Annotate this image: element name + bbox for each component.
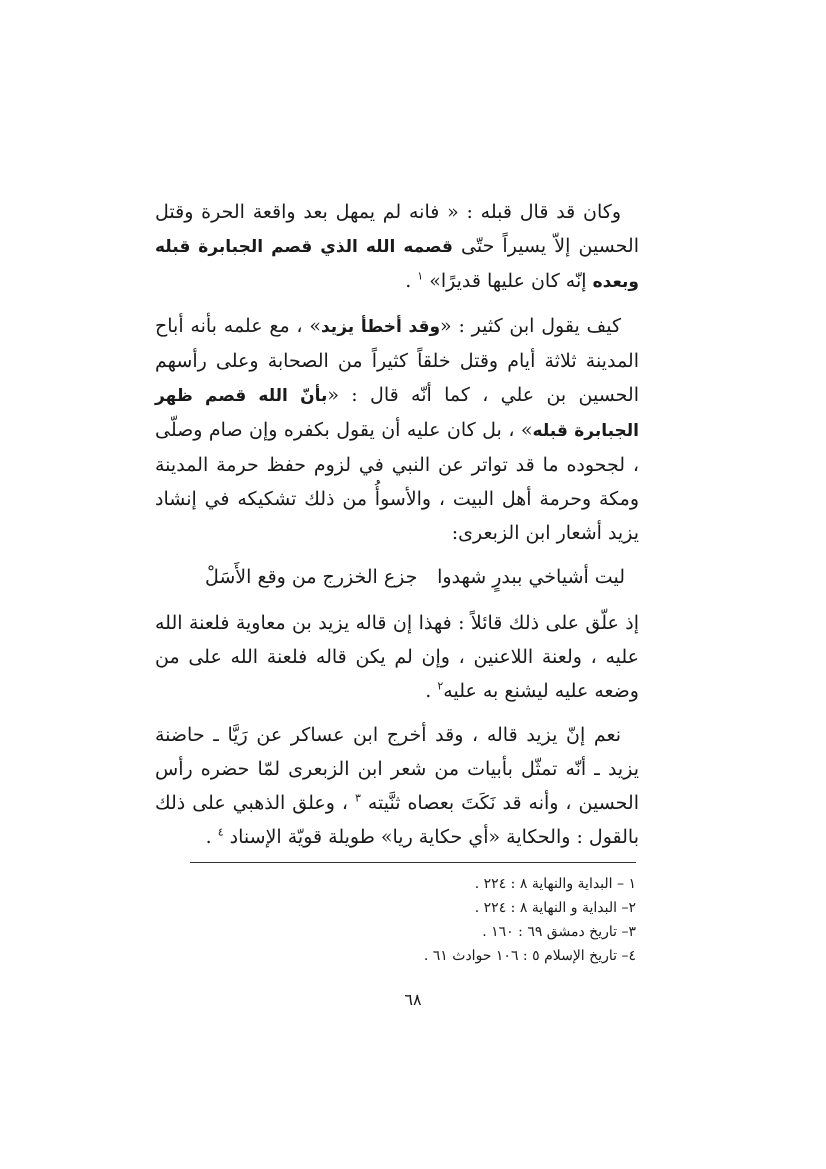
footnote-ref-2[interactable]: ٢ [437, 679, 444, 693]
paragraph-2-text-e: » ، بل كان عليه أن يقول بكفره وإن صام وصلّى ، لجحوده ما قد تواتر عن النبي في لزوم حفظ حرمة المدينة ومكة وحرمة أهل البيت ، والأسوأُ من ذلك تشكيكه في إنشاد يزيد أشعار ابن الزبعرى: [155, 419, 639, 544]
paragraph-4 [155, 718, 639, 854]
footnote-1: ١ – البداية والنهاية ٨ : ٢٢٤ . [474, 876, 636, 892]
footnotes [190, 872, 636, 968]
paragraph-2-quote-bold-2: بأنّ الله قصم ظهر الجبابرة قبله [155, 386, 639, 441]
footnote-3: ٣– تاريخ دمشق ٦٩ : ١٦٠ . [482, 924, 636, 940]
paragraph-3-text-b: . [425, 680, 438, 702]
footnote-divider [190, 862, 636, 863]
verse-first-hemistich: ليت أشياخي ببدرٍ شهدوا [437, 566, 625, 588]
paragraph-1-text-c: إنّه كان عليها قديرًا» [423, 270, 593, 292]
paragraph-3-text-a: إذ علّق على ذلك قائلاً : فهذا إن قاله يزيد بن معاوية فلعنة الله عليه ، ولعنة اللاعنين ، وإن لم يكن قاله فلعنة الله على من وضعه عليه ليشنع به عليه [155, 612, 639, 702]
paragraph-1 [155, 195, 639, 299]
paragraph-1-quote-bold: قصمه الله الذي قصم الجبابرة قبله وبعده [155, 237, 639, 292]
footnote-ref-1[interactable]: ١ [417, 269, 424, 283]
footnote-4: ٤– تاريخ الإسلام ٥ : ١٠٦ حوادث ٦١ . [423, 948, 636, 964]
main-text [155, 195, 639, 864]
paragraph-2 [155, 309, 639, 550]
paragraph-1-text-d: . [405, 270, 418, 292]
poetry-verse [155, 560, 639, 594]
paragraph-4-text-a: نعم إنّ يزيد قاله ، وقد أخرج ابن عساكر عن رَيَّا ـ حاضنة يزيد ـ أنّه تمثّل بأبيات من شعر ابن الزبعرى لمّا حضره رأس الحسين ، وأنه قد نَكَتَ بعصاه ثنَّيته [155, 724, 639, 814]
paragraph-2-text-c: » ، مع علمه بأنه أباح المدينة ثلاثة أيام وقتل خلقاً كثيراً من الصحابة وعلى رأسهم الحسين بن علي ، كما أنّه قال : « [155, 315, 640, 406]
paragraph-4-text-b: ، وعلق الذهبي على ذلك بالقول : والحكاية «أي حكاية ريا» طويلة قويّة الإسناد [155, 792, 639, 848]
footnote-ref-4[interactable]: ٤ [217, 825, 224, 839]
page-number: ٦٨ [404, 990, 422, 1009]
verse-second-hemistich: جزع الخزرج من وقع الأَسَلْ [205, 566, 418, 588]
paragraph-4-text-c: . [205, 826, 218, 848]
paragraph-2-text-a: كيف يقول ابن كثير : « [440, 315, 622, 337]
paragraph-3 [155, 606, 639, 708]
paragraph-1-text-a: وكان قد قال قبله : « فانه لم يمهل بعد واقعة الحرة وقتل الحسين إلاّ يسيراً حتّى [155, 201, 639, 257]
footnote-ref-3[interactable]: ٣ [354, 791, 361, 805]
footnote-2: ٢– البداية و النهاية ٨ : ٢٢٤ . [474, 900, 636, 916]
paragraph-2-quote-bold-1: وقد أخطأ يزيد [320, 317, 441, 337]
